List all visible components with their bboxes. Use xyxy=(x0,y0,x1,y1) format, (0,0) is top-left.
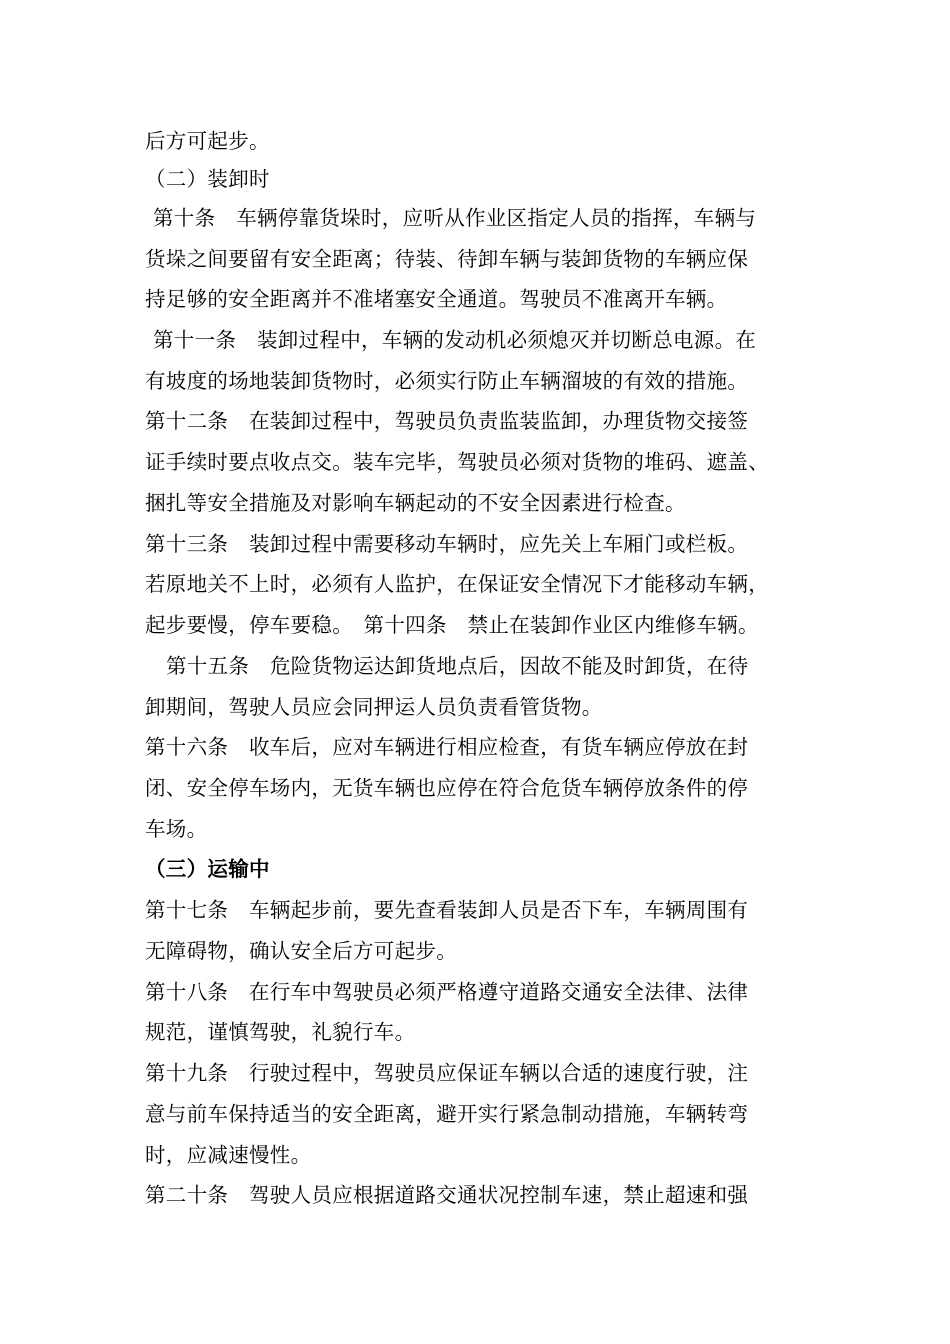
section-heading: （二）装卸时 xyxy=(145,167,270,191)
text-line: 货垛之间要留有安全距离；待装、待卸车辆与装卸货物的车辆应保 xyxy=(145,247,749,271)
text-line: 第十三条 装卸过程中需要移动车辆时，应先关上车厢门或栏板。 xyxy=(145,532,749,556)
text-line: 若原地关不上时，必须有人监护，在保证安全情况下才能移动车辆， xyxy=(145,572,769,596)
text-line: 意与前车保持适当的安全距离，避开实行紧急制动措施，车辆转弯 xyxy=(145,1102,749,1126)
section-heading: （三）运输中 xyxy=(145,857,270,881)
text-line: 第十五条 危险货物运达卸货地点后，因故不能及时卸货，在待 xyxy=(166,654,749,678)
text-line: 卸期间，驾驶人员应会同押运人员负责看管货物。 xyxy=(145,695,603,719)
text-line: 捆扎等安全措施及对影响车辆起动的不安全因素进行检查。 xyxy=(145,491,686,515)
text-line: 第十八条 在行车中驾驶员必须严格遵守道路交通安全法律、法律 xyxy=(145,980,749,1004)
text-line: 无障碍物，确认安全后方可起步。 xyxy=(145,939,457,963)
text-line: 车场。 xyxy=(145,817,208,841)
text-line: 第十七条 车辆起步前，要先查看装卸人员是否下车，车辆周围有 xyxy=(145,898,749,922)
text-line: 持足够的安全距离并不准堵塞安全通道。驾驶员不准离开车辆。 xyxy=(145,287,728,311)
text-line: 证手续时要点收点交。装车完毕，驾驶员必须对货物的堆码、遮盖、 xyxy=(145,450,769,474)
text-line: 起步要慢，停车要稳。 第十四条 禁止在装卸作业区内维修车辆。 xyxy=(145,613,759,637)
text-line: 规范，谨慎驾驶，礼貌行车。 xyxy=(145,1020,416,1044)
text-line: 第十九条 行驶过程中，驾驶员应保证车辆以合适的速度行驶，注 xyxy=(145,1061,749,1085)
text-line: 第十一条 装卸过程中，车辆的发动机必须熄灭并切断总电源。在 xyxy=(153,328,757,352)
text-line: 有坡度的场地装卸货物时，必须实行防止车辆溜坡的有效的措施。 xyxy=(145,369,749,393)
text-line: 第十六条 收车后，应对车辆进行相应检查，有货车辆应停放在封 xyxy=(145,735,749,759)
text-line: 时，应减速慢性。 xyxy=(145,1143,312,1167)
text-line: 闭、安全停车场内，无货车辆也应停在符合危货车辆停放条件的停 xyxy=(145,776,749,800)
text-line: 第二十条 驾驶人员应根据道路交通状况控制车速，禁止超速和强 xyxy=(145,1183,749,1207)
text-line: 后方可起步。 xyxy=(145,129,270,153)
text-line: 第十条 车辆停靠货垛时，应听从作业区指定人员的指挥，车辆与 xyxy=(153,206,757,230)
text-line: 第十二条 在装卸过程中，驾驶员负责监装监卸，办理货物交接签 xyxy=(145,409,749,433)
